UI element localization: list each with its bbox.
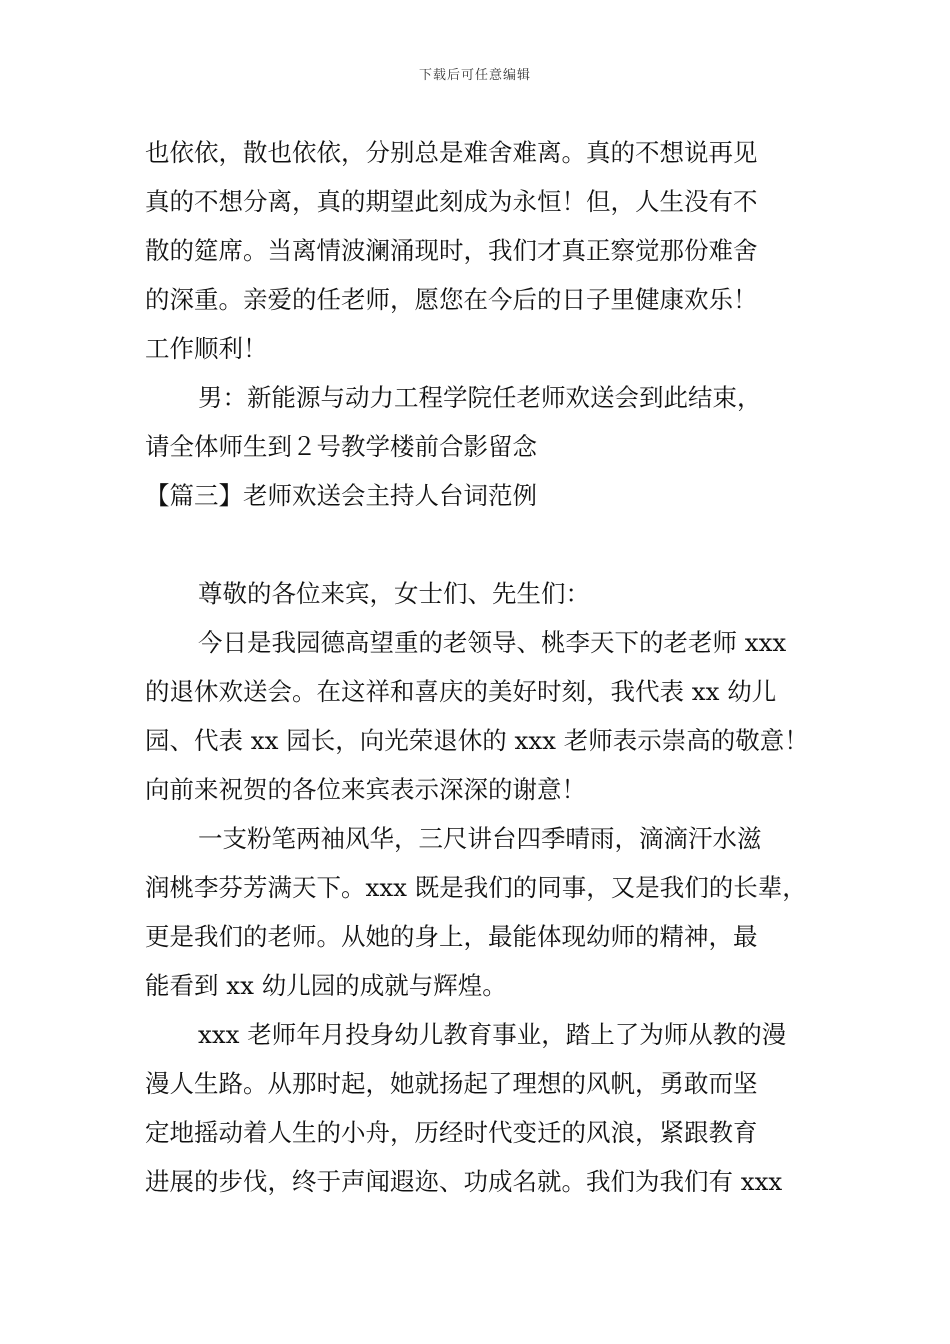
text-line: 工作顺利！ [145,334,268,363]
blank-line [145,520,815,569]
text-line: 园、代表 xx 园长，向光荣退休的 xxx 老师表示崇高的敬意！ [145,726,809,755]
text-line: 一支粉笔两袖风华，三尺讲台四季晴雨，滴滴汗水滋 [198,824,762,853]
text-line: 尊敬的各位来宾，女士们、先生们： [198,579,590,608]
text-line: 请全体师生到２号教学楼前合影留念 [145,432,537,461]
text-line: 更是我们的老师。从她的身上，最能体现幼师的精神，最 [145,922,758,951]
text-line: 润桃李芬芳满天下。xxx 既是我们的同事，又是我们的长辈， [145,873,807,902]
text-line: 今日是我园德高望重的老领导、桃李天下的老老师 xxx [198,628,787,657]
text-line: 真的不想分离，真的期望此刻成为永恒！但，人生没有不 [145,187,758,216]
text-line: 向前来祝贺的各位来宾表示深深的谢意！ [145,775,586,804]
text-line: 散的筵席。当离情波澜涌现时，我们才真正察觉那份难舍 [145,236,758,265]
text-line: 也依依，散也依依，分别总是难舍难离。真的不想说再见 [145,138,758,167]
text-line: 进展的步伐，终于声闻遐迩、功成名就。我们为我们有 xxx [145,1167,783,1196]
text-line: 【篇三】老师欢送会主持人台词范例 [145,481,537,510]
text-line: 的退休欢送会。在这祥和喜庆的美好时刻，我代表 xx 幼儿 [145,677,777,706]
text-line: 漫人生路。从那时起，她就扬起了理想的风帆，勇敢而坚 [145,1069,758,1098]
document-body [145,128,815,1206]
text-line: 能看到 xx 幼儿园的成就与辉煌。 [145,971,507,1000]
text-line: 定地摇动着人生的小舟，历经时代变迁的风浪，紧跟教育 [145,1118,758,1147]
page-header: 下载后可任意编辑 [418,68,531,83]
text-line: xxx 老师年月投身幼儿教育事业，踏上了为师从教的漫 [198,1020,787,1049]
text-line: 的深重。亲爱的任老师，愿您在今后的日子里健康欢乐！ [145,285,758,314]
text-line: 男：新能源与动力工程学院任老师欢送会到此结束， [198,383,762,412]
